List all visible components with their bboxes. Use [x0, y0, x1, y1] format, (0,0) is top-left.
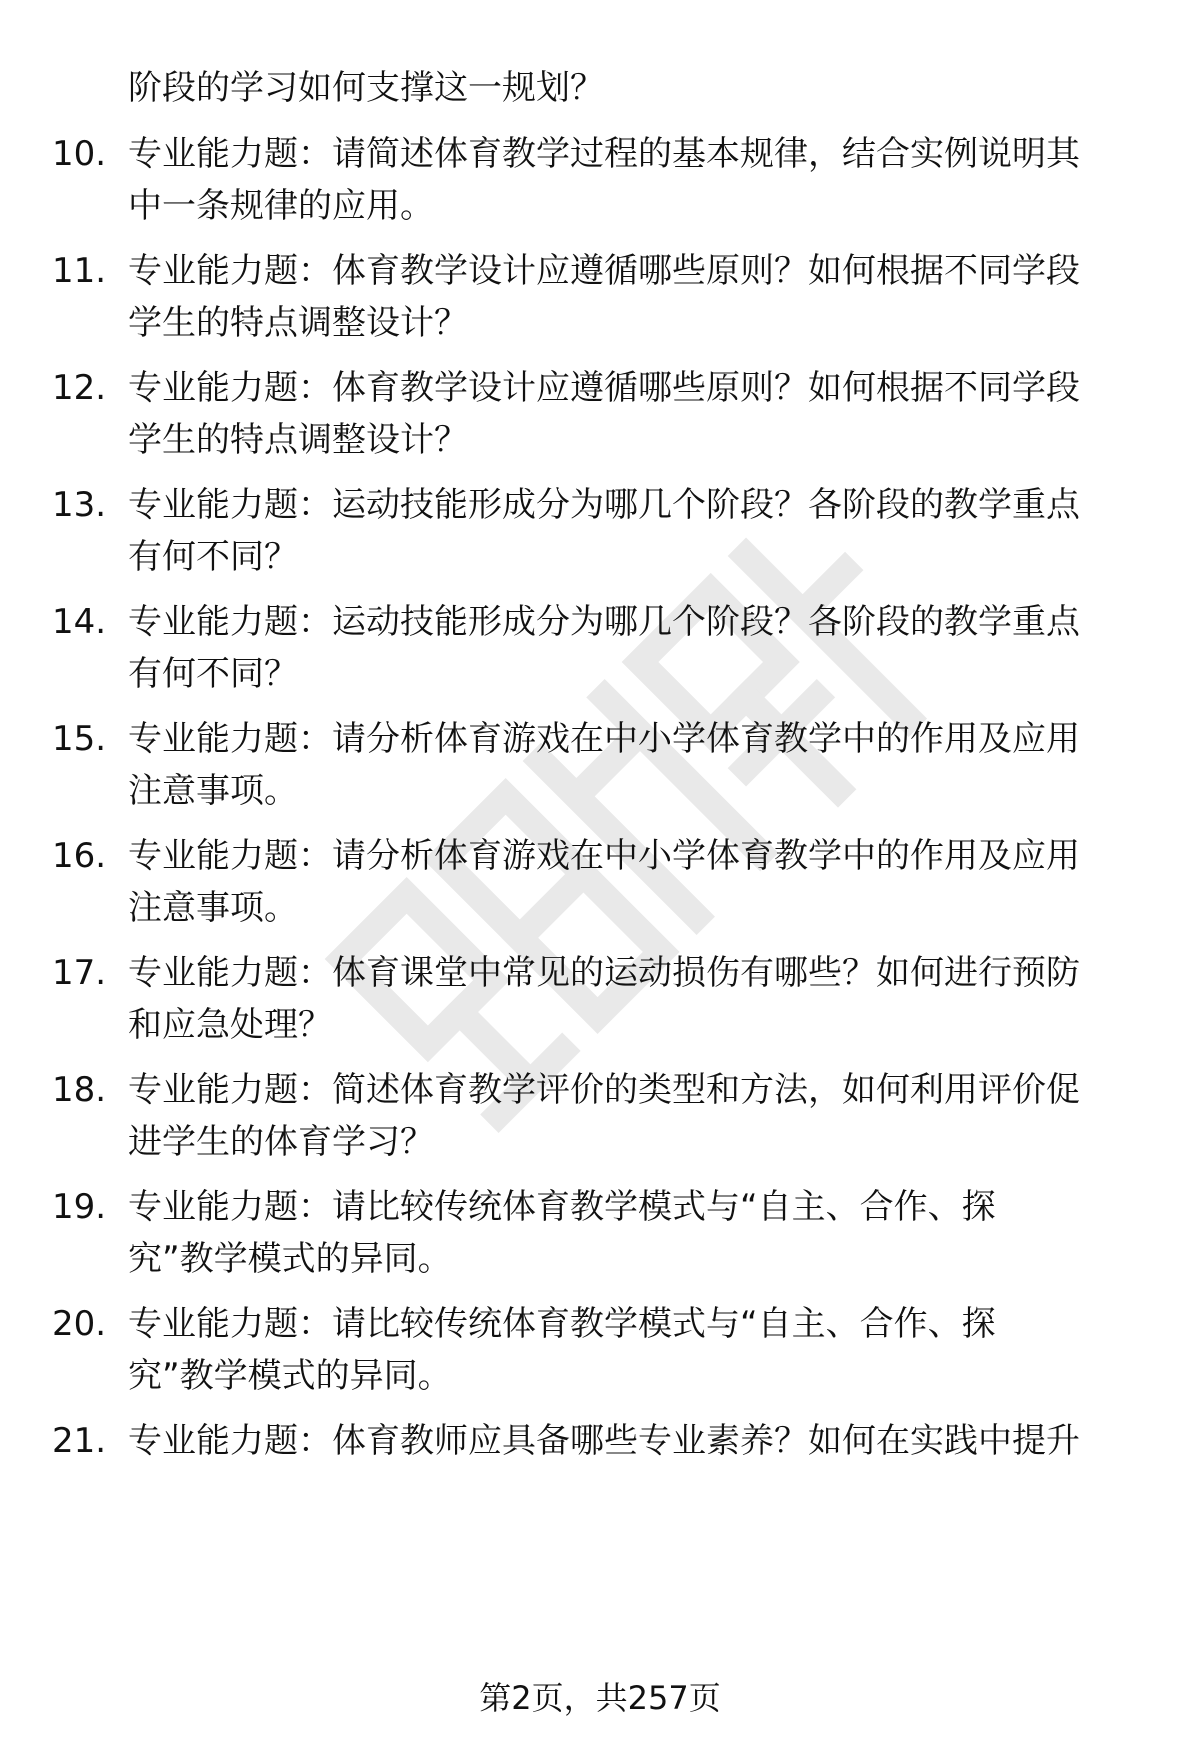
question-text-line: 专业能力题：体育教师应具备哪些专业素养？如何在实践中提升: [128, 1421, 1080, 1461]
question-text-line: 专业能力题：请分析体育游戏在中小学体育教学中的作用及应用: [128, 719, 1080, 759]
question-text-line: 专业能力题：请比较传统体育教学模式与“自主、合作、探: [128, 1304, 996, 1344]
question-text: [128, 1298, 1148, 1402]
question-text: [128, 479, 1148, 583]
question-text-line: 有何不同？: [128, 654, 298, 694]
question-text-line: 专业能力题：体育教学设计应遵循哪些原则？如何根据不同学段: [128, 251, 1080, 291]
continuation-text: 阶段的学习如何支撑这一规划？: [128, 68, 604, 108]
question-number: 17.: [52, 953, 107, 993]
question-text-line: 专业能力题：请简述体育教学过程的基本规律，结合实例说明其: [128, 134, 1080, 174]
question-number: 10.: [52, 134, 107, 174]
question-number: 20.: [52, 1304, 107, 1344]
question-text: [128, 947, 1148, 1051]
question-text-line: 究”教学模式的异同。: [128, 1239, 452, 1279]
question-number: 21.: [52, 1421, 107, 1461]
question-text-line: 专业能力题：简述体育教学评价的类型和方法，如何利用评价促: [128, 1070, 1080, 1110]
question-text-line: 学生的特点调整设计？: [128, 420, 468, 460]
question-text-line: 有何不同？: [128, 537, 298, 577]
question-text-line: 进学生的体育学习？: [128, 1122, 434, 1162]
question-number: 15.: [52, 719, 107, 759]
question-text-line: 专业能力题：请比较传统体育教学模式与“自主、合作、探: [128, 1187, 996, 1227]
question-number: 11.: [52, 251, 107, 291]
question-text-line: 和应急处理？: [128, 1005, 332, 1045]
question-text-line: 专业能力题：体育教学设计应遵循哪些原则？如何根据不同学段: [128, 368, 1080, 408]
question-text-line: 注意事项。: [128, 771, 298, 811]
question-text-line: 学生的特点调整设计？: [128, 303, 468, 343]
question-text: [128, 713, 1148, 817]
question-number: 18.: [52, 1070, 107, 1110]
question-number: 19.: [52, 1187, 107, 1227]
question-text-line: 专业能力题：运动技能形成分为哪几个阶段？各阶段的教学重点: [128, 602, 1080, 642]
page-footer: 第2页，共257页: [479, 1679, 721, 1717]
question-text-line: 专业能力题：运动技能形成分为哪几个阶段？各阶段的教学重点: [128, 485, 1080, 525]
question-number: 13.: [52, 485, 107, 525]
question-text-line: 中一条规律的应用。: [128, 186, 434, 226]
question-text: [128, 245, 1148, 349]
question-text: [128, 830, 1148, 934]
question-number: 14.: [52, 602, 107, 642]
question-text: [128, 1064, 1148, 1168]
question-text: [128, 1181, 1148, 1285]
question-text-line: 专业能力题：请分析体育游戏在中小学体育教学中的作用及应用: [128, 836, 1080, 876]
question-number: 12.: [52, 368, 107, 408]
question-text: [128, 128, 1148, 232]
question-number: 16.: [52, 836, 107, 876]
question-text: [128, 596, 1148, 700]
question-text-line: 专业能力题：体育课堂中常见的运动损伤有哪些？如何进行预防: [128, 953, 1080, 993]
question-text: [128, 1415, 1148, 1467]
question-text: [128, 362, 1148, 466]
question-text-line: 注意事项。: [128, 888, 298, 928]
question-text-line: 究”教学模式的异同。: [128, 1356, 452, 1396]
